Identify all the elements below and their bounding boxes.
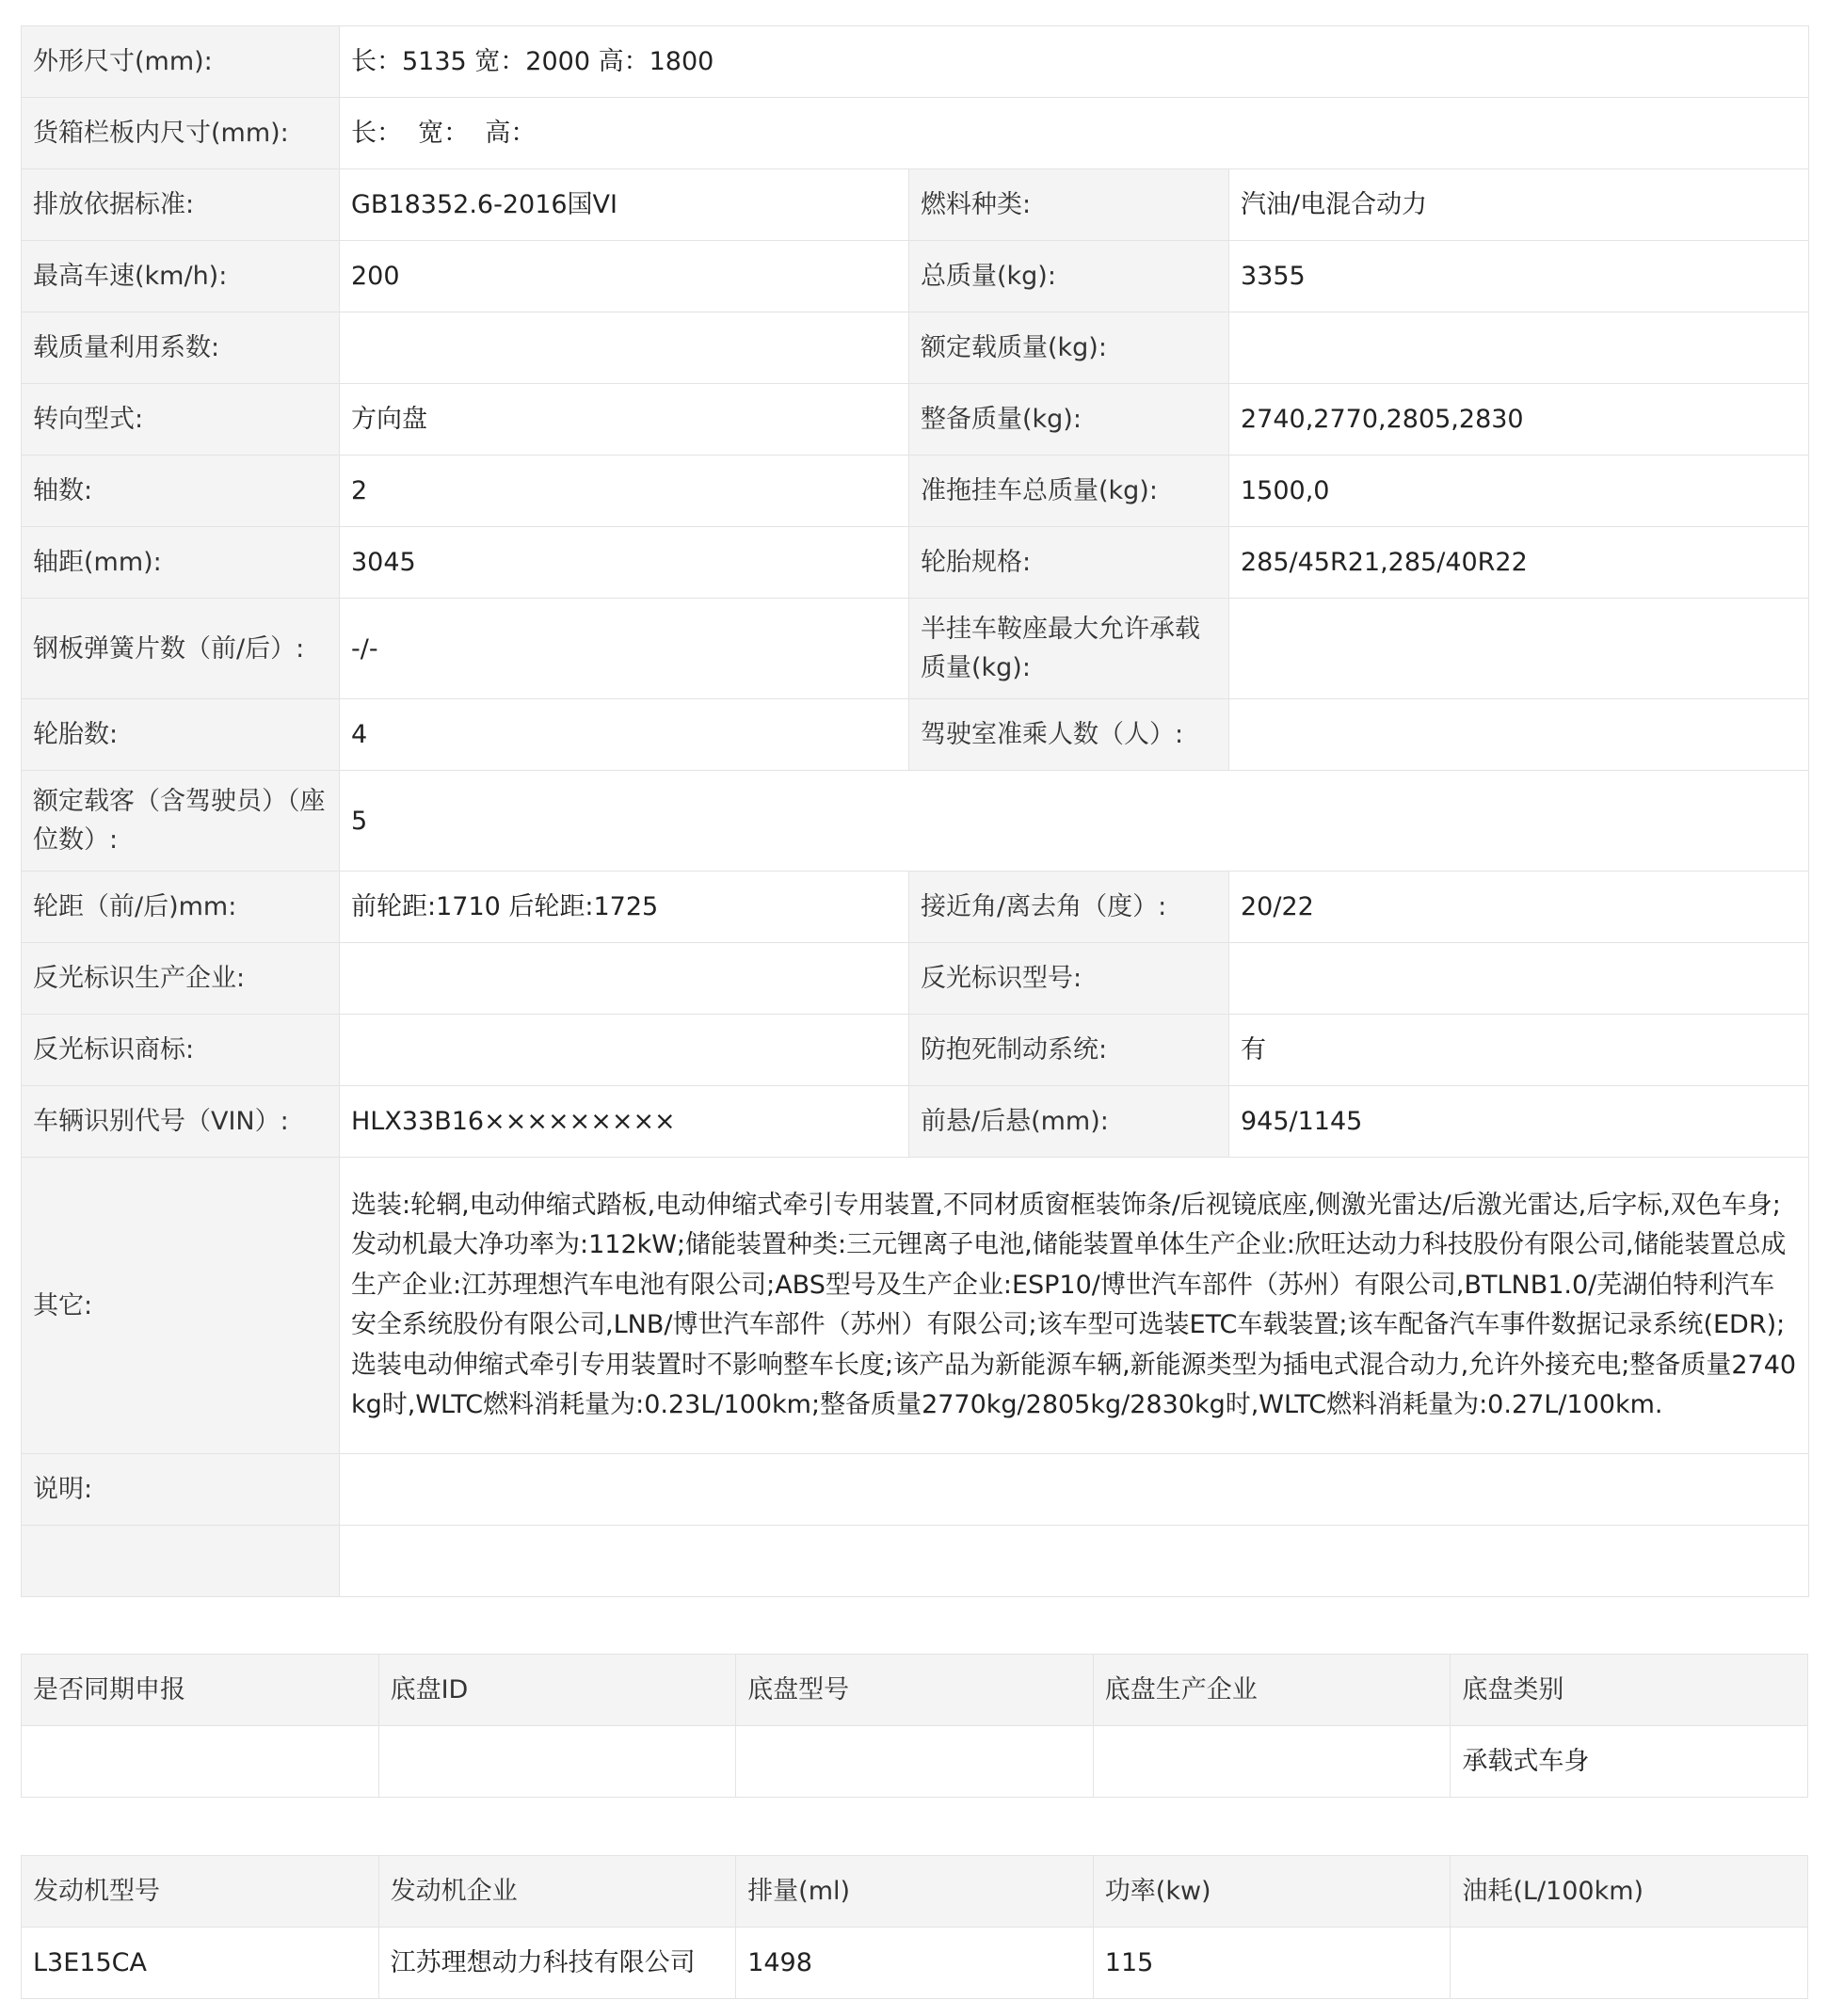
spec-label-track: 轮距（前/后)mm: <box>22 872 340 943</box>
spec-label-total-mass: 总质量(kg): <box>909 241 1229 312</box>
chassis-cell <box>1093 1726 1451 1798</box>
spec-value-other: 选装:轮辋,电动伸缩式踏板,电动伸缩式牵引专用装置,不同材质窗框装饰条/后视镜底座,侧激光雷达/后激光雷达,后字标,双色车身;发动机最大净功率为:112kW;储能装置种类:三元锂离子电池,储能装置单体生产企业:欣旺达动力科技股份有限公司,储能装置总成生产企业:江苏理想汽车电池有限公司;ABS型号及生产企业:ESP10/博世汽车部件（苏州）有限公司,BTLNB1.0/芜湖伯特利汽车安全系统股份有限公司,LNB/博世汽车部件（苏州）有限公司;该车型可选装ETC车载装置;该车配备汽车事件数据记录系统(EDR);选装电动伸缩式牵引专用装置时不影响整车长度;该产品为新能源车辆,新能源类型为插电式混合动力,允许外接充电;整备质量2740kg时,WLTC燃料消耗量为:0.23L/100km;整备质量2770kg/2805kg/2830kg时,WLTC燃料消耗量为:0.27L/100km. <box>340 1158 1809 1454</box>
spec-value-track: 前轮距:1710 后轮距:1725 <box>340 872 909 943</box>
spec-row-track <box>22 872 1809 943</box>
spec-label-note: 说明: <box>22 1454 340 1526</box>
engine-header-row <box>22 1856 1808 1928</box>
spec-row-tires <box>22 699 1809 771</box>
spec-value-cargo-box: 长： 宽： 高： <box>340 98 1809 169</box>
spec-row-speed <box>22 241 1809 312</box>
spec-label-axles: 轴数: <box>22 456 340 527</box>
spec-label-tire-spec: 轮胎规格: <box>909 527 1229 599</box>
chassis-header-cell: 底盘ID <box>378 1655 736 1726</box>
engine-data-row <box>22 1928 1808 1999</box>
spec-label-rated-passengers: 额定载客（含驾驶员）（座位数）: <box>22 771 340 872</box>
spec-row-cargo-box <box>22 98 1809 169</box>
spec-value-dimensions: 长：5135 宽：2000 高：1800 <box>340 26 1809 98</box>
engine-cell: 1498 <box>736 1928 1094 1999</box>
vehicle-spec-table <box>21 25 1809 1597</box>
engine-cell: 115 <box>1093 1928 1451 1999</box>
spec-value-emission: GB18352.6-2016国VI <box>340 169 909 241</box>
spec-label-wheelbase: 轴距(mm): <box>22 527 340 599</box>
spec-value-saddle-load <box>1229 599 1809 699</box>
spec-value-vin: HLX33B16××××××××× <box>340 1086 909 1158</box>
spec-row-reflector <box>22 943 1809 1015</box>
chassis-header-cell: 底盘类别 <box>1451 1655 1808 1726</box>
spec-label-blank <box>22 1526 340 1597</box>
spec-label-steering: 转向型式: <box>22 384 340 456</box>
spec-value-cab-passengers <box>1229 699 1809 771</box>
spec-label-tire-count: 轮胎数: <box>22 699 340 771</box>
spec-row-note <box>22 1454 1809 1526</box>
spec-label-other: 其它: <box>22 1158 340 1454</box>
spec-label-vin: 车辆识别代号（VIN）: <box>22 1086 340 1158</box>
spec-value-rated-passengers: 5 <box>340 771 1809 872</box>
spec-label-leaf-springs: 钢板弹簧片数（前/后）: <box>22 599 340 699</box>
spec-label-reflector-model: 反光标识型号: <box>909 943 1229 1015</box>
chassis-header-row <box>22 1655 1808 1726</box>
spec-row-axles <box>22 456 1809 527</box>
spec-label-max-speed: 最高车速(km/h): <box>22 241 340 312</box>
spec-value-fuel-type: 汽油/电混合动力 <box>1229 169 1809 241</box>
spec-label-abs: 防抱死制动系统: <box>909 1015 1229 1086</box>
spec-label-reflector-maker: 反光标识生产企业: <box>22 943 340 1015</box>
spec-label-curb-mass: 整备质量(kg): <box>909 384 1229 456</box>
spec-label-load-util: 载质量利用系数: <box>22 312 340 384</box>
spec-value-rated-load <box>1229 312 1809 384</box>
spec-value-reflector-model <box>1229 943 1809 1015</box>
chassis-cell: 承载式车身 <box>1451 1726 1808 1798</box>
spec-value-total-mass: 3355 <box>1229 241 1809 312</box>
spec-row-brand-abs <box>22 1015 1809 1086</box>
spec-value-axles: 2 <box>340 456 909 527</box>
engine-cell: L3E15CA <box>22 1928 379 1999</box>
spec-label-dimensions: 外形尺寸(mm): <box>22 26 340 98</box>
spec-label-emission: 排放依据标准: <box>22 169 340 241</box>
spec-value-steering: 方向盘 <box>340 384 909 456</box>
chassis-cell <box>736 1726 1094 1798</box>
chassis-header-cell: 底盘生产企业 <box>1093 1655 1451 1726</box>
spec-label-rated-load: 额定载质量(kg): <box>909 312 1229 384</box>
spec-value-angles: 20/22 <box>1229 872 1809 943</box>
engine-table <box>21 1855 1808 1999</box>
spec-value-note <box>340 1454 1809 1526</box>
spec-label-cargo-box: 货箱栏板内尺寸(mm): <box>22 98 340 169</box>
spec-row-vin <box>22 1086 1809 1158</box>
spec-row-passengers <box>22 771 1809 872</box>
spec-value-reflector-brand <box>340 1015 909 1086</box>
spec-value-blank <box>340 1526 1809 1597</box>
spec-value-load-util <box>340 312 909 384</box>
spec-row-emission <box>22 169 1809 241</box>
spec-value-tire-spec: 285/45R21,285/40R22 <box>1229 527 1809 599</box>
spec-value-leaf-springs: -/- <box>340 599 909 699</box>
spec-label-reflector-brand: 反光标识商标: <box>22 1015 340 1086</box>
spec-value-max-speed: 200 <box>340 241 909 312</box>
spec-row-springs <box>22 599 1809 699</box>
spec-row-load <box>22 312 1809 384</box>
engine-header-cell: 发动机企业 <box>378 1856 736 1928</box>
engine-header-cell: 功率(kw) <box>1093 1856 1451 1928</box>
spec-value-trailer-mass: 1500,0 <box>1229 456 1809 527</box>
spec-row-steering <box>22 384 1809 456</box>
spec-value-overhang: 945/1145 <box>1229 1086 1809 1158</box>
spec-row-dimensions <box>22 26 1809 98</box>
spec-value-tire-count: 4 <box>340 699 909 771</box>
engine-cell: 江苏理想动力科技有限公司 <box>378 1928 736 1999</box>
spec-label-fuel-type: 燃料种类: <box>909 169 1229 241</box>
spec-value-reflector-maker <box>340 943 909 1015</box>
chassis-table <box>21 1654 1808 1798</box>
chassis-header-cell: 底盘型号 <box>736 1655 1094 1726</box>
engine-header-cell: 油耗(L/100km) <box>1451 1856 1808 1928</box>
engine-cell <box>1451 1928 1808 1999</box>
spec-row-wheelbase <box>22 527 1809 599</box>
spec-label-angles: 接近角/离去角（度）: <box>909 872 1229 943</box>
spec-row-blank <box>22 1526 1809 1597</box>
chassis-header-cell: 是否同期申报 <box>22 1655 379 1726</box>
spec-label-trailer-mass: 准拖挂车总质量(kg): <box>909 456 1229 527</box>
spec-value-curb-mass: 2740,2770,2805,2830 <box>1229 384 1809 456</box>
spec-value-abs: 有 <box>1229 1015 1809 1086</box>
spec-label-overhang: 前悬/后悬(mm): <box>909 1086 1229 1158</box>
spec-value-wheelbase: 3045 <box>340 527 909 599</box>
engine-header-cell: 发动机型号 <box>22 1856 379 1928</box>
chassis-cell <box>22 1726 379 1798</box>
spec-label-saddle-load: 半挂车鞍座最大允许承载质量(kg): <box>909 599 1229 699</box>
chassis-data-row <box>22 1726 1808 1798</box>
spec-label-cab-passengers: 驾驶室准乘人数（人）: <box>909 699 1229 771</box>
chassis-cell <box>378 1726 736 1798</box>
spec-row-other <box>22 1158 1809 1454</box>
engine-header-cell: 排量(ml) <box>736 1856 1094 1928</box>
